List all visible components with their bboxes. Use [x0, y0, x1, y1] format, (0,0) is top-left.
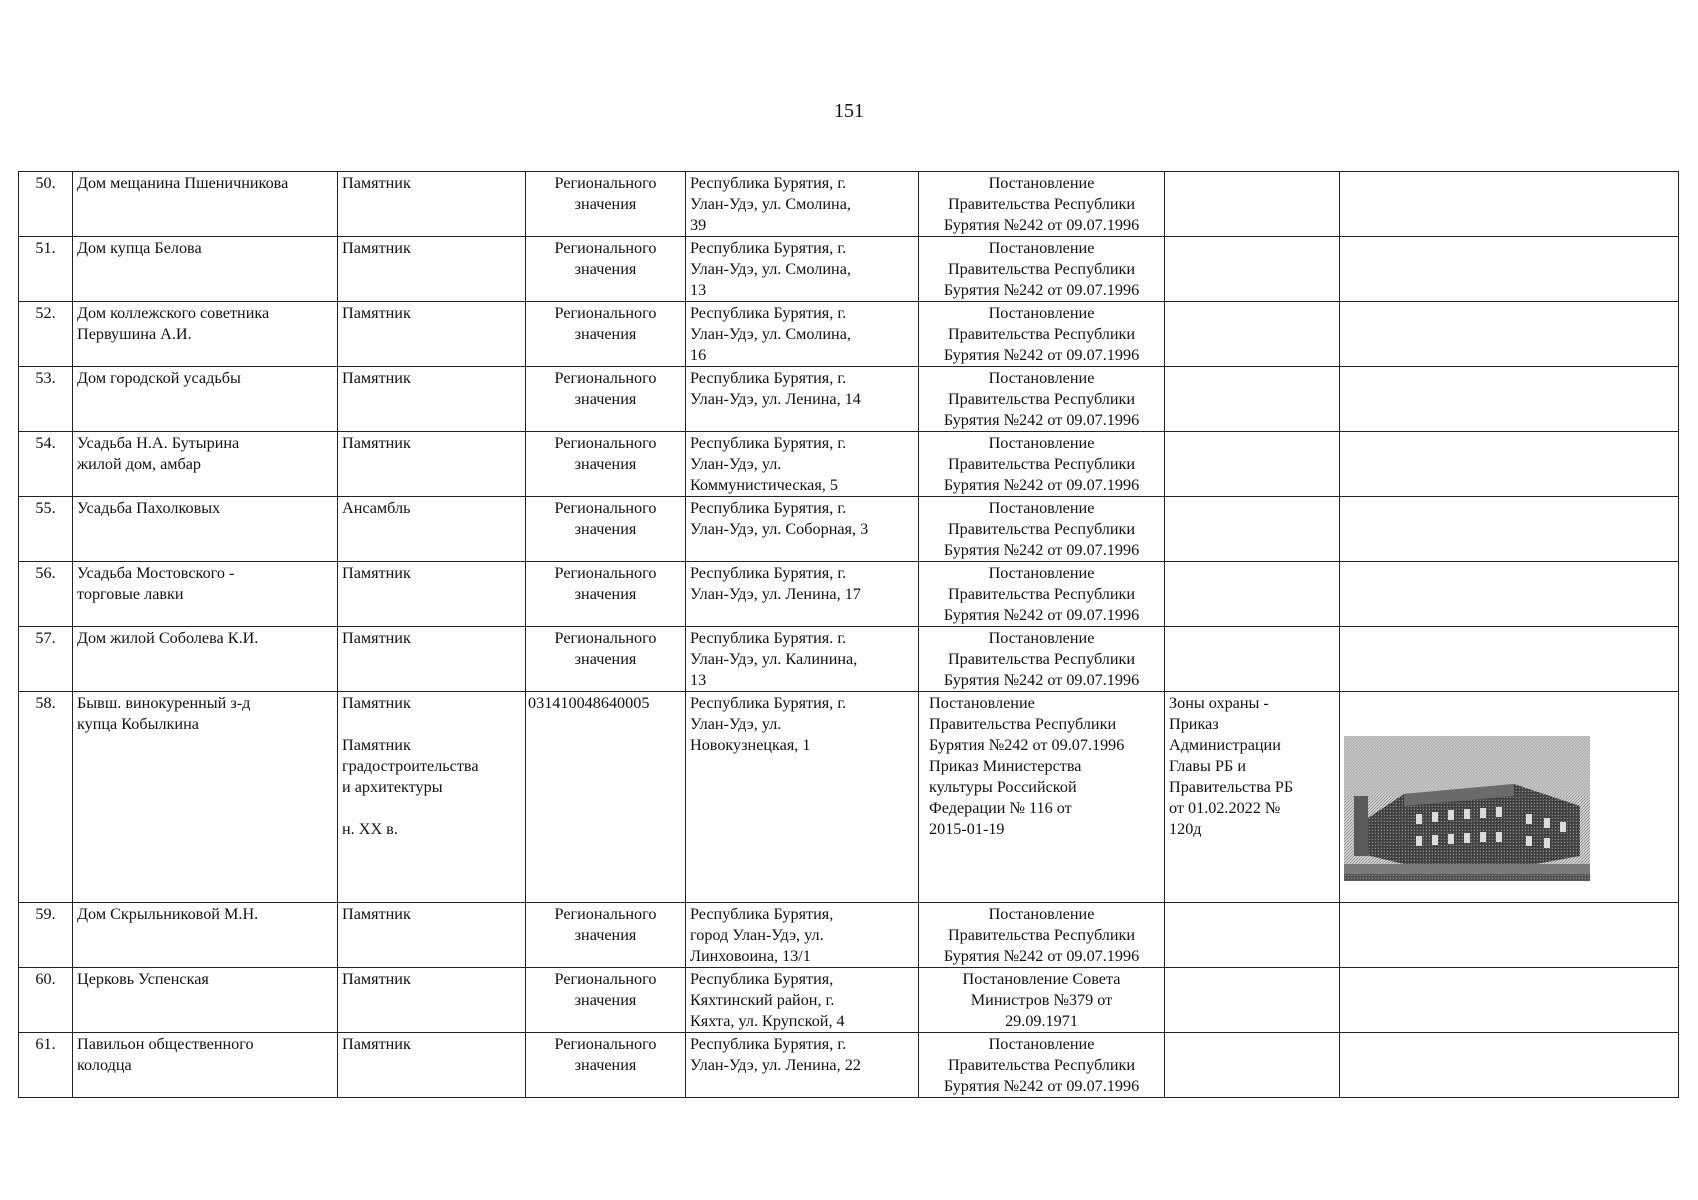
object-category: Регионального значения	[526, 627, 686, 692]
table-row	[19, 562, 1679, 627]
protection-zone	[1165, 432, 1340, 497]
object-name: Дом коллежского советника Первушина А.И.	[73, 302, 338, 367]
protection-zone	[1165, 172, 1340, 237]
row-number: 50.	[19, 172, 73, 237]
row-number: 51.	[19, 237, 73, 302]
building-photo-image	[1344, 736, 1590, 881]
legal-document: Постановление Правительства Республики Бурятия №242 от 09.07.1996	[919, 497, 1165, 562]
row-number: 55.	[19, 497, 73, 562]
object-type: Памятник	[338, 302, 526, 367]
object-type: Памятник	[338, 172, 526, 237]
legal-document: Постановление Правительства Республики Бурятия №242 от 09.07.1996	[919, 172, 1165, 237]
row-number: 58.	[19, 692, 73, 903]
photo-cell	[1340, 432, 1679, 497]
object-category: Регионального значения	[526, 172, 686, 237]
object-type: Памятник	[338, 562, 526, 627]
legal-document: Постановление Правительства Республики Бурятия №242 от 09.07.1996	[919, 627, 1165, 692]
object-address: Республика Бурятия, г. Улан-Удэ, ул. Соборная, 3	[686, 497, 919, 562]
legal-document: Постановление Правительства Республики Бурятия №242 от 09.07.1996	[919, 562, 1165, 627]
object-category: Регионального значения	[526, 1033, 686, 1098]
object-type: Памятник	[338, 432, 526, 497]
object-address: Республика Бурятия, г. Улан-Удэ, ул. Ленина, 17	[686, 562, 919, 627]
object-type: Памятник	[338, 968, 526, 1033]
object-category: Регионального значения	[526, 302, 686, 367]
protection-zone	[1165, 968, 1340, 1033]
row-number: 57.	[19, 627, 73, 692]
object-name: Дом городской усадьбы	[73, 367, 338, 432]
table-row	[19, 237, 1679, 302]
protection-zone	[1165, 627, 1340, 692]
row-number: 61.	[19, 1033, 73, 1098]
object-type: Памятник	[338, 367, 526, 432]
protection-zone	[1165, 903, 1340, 968]
table-row	[19, 497, 1679, 562]
object-type: Памятник	[338, 627, 526, 692]
building-photo	[1344, 715, 1590, 881]
object-address: Республика Бурятия, г. Улан-Удэ, ул. Ленина, 22	[686, 1033, 919, 1098]
table-row	[19, 432, 1679, 497]
page-number: 151	[834, 100, 864, 122]
object-name: Усадьба Пахолковых	[73, 497, 338, 562]
object-address: Республика Бурятия, г. Улан-Удэ, ул. Новокузнецкая, 1	[686, 692, 919, 903]
legal-document: Постановление Правительства Республики Бурятия №242 от 09.07.1996	[919, 432, 1165, 497]
object-name: Усадьба Н.А. Бутырина жилой дом, амбар	[73, 432, 338, 497]
table-row	[19, 903, 1679, 968]
legal-document: Постановление Совета Министров №379 от 29.09.1971	[919, 968, 1165, 1033]
photo-cell	[1340, 562, 1679, 627]
row-number: 52.	[19, 302, 73, 367]
object-name: Павильон общественного колодца	[73, 1033, 338, 1098]
row-number: 56.	[19, 562, 73, 627]
object-category: Регионального значения	[526, 367, 686, 432]
photo-cell	[1340, 627, 1679, 692]
legal-document: Постановление Правительства Республики Бурятия №242 от 09.07.1996	[919, 302, 1165, 367]
protection-zone	[1165, 237, 1340, 302]
object-name: Дом жилой Соболева К.И.	[73, 627, 338, 692]
object-category: Регионального значения	[526, 237, 686, 302]
photo-cell	[1340, 903, 1679, 968]
object-registry-number: 031410048640005	[526, 692, 686, 903]
legal-document: Постановление Правительства Республики Бурятия №242 от 09.07.1996	[919, 367, 1165, 432]
table-row	[19, 172, 1679, 237]
object-category: Регионального значения	[526, 497, 686, 562]
object-address: Республика Бурятия. г. Улан-Удэ, ул. Калинина, 13	[686, 627, 919, 692]
object-category: Регионального значения	[526, 432, 686, 497]
photo-cell	[1340, 1033, 1679, 1098]
object-address: Республика Бурятия, г. Улан-Удэ, ул. Ленина, 14	[686, 367, 919, 432]
heritage-registry-table	[18, 171, 1679, 1098]
object-type: Памятник Памятник градостроительства и архитектуры н. XX в.	[338, 692, 526, 903]
table-row	[19, 968, 1679, 1033]
protection-zone	[1165, 367, 1340, 432]
object-name: Бывш. винокуренный з-д купца Кобылкина	[73, 692, 338, 903]
row-number: 60.	[19, 968, 73, 1033]
legal-document: Постановление Правительства Республики Бурятия №242 от 09.07.1996	[919, 1033, 1165, 1098]
row-number: 59.	[19, 903, 73, 968]
photo-cell	[1340, 968, 1679, 1033]
object-type: Ансамбль	[338, 497, 526, 562]
legal-document: Постановление Правительства Республики Бурятия №242 от 09.07.1996 Приказ Министерства культуры Российской Федерации № 116 от 2015-01-19	[919, 692, 1165, 903]
object-address: Республика Бурятия, г. Улан-Удэ, ул. Смолина, 16	[686, 302, 919, 367]
legal-document: Постановление Правительства Республики Бурятия №242 от 09.07.1996	[919, 237, 1165, 302]
row-number: 54.	[19, 432, 73, 497]
photo-cell	[1340, 237, 1679, 302]
photo-cell	[1340, 497, 1679, 562]
object-type: Памятник	[338, 1033, 526, 1098]
table-row	[19, 692, 1679, 903]
protection-zone: Зоны охраны - Приказ Администрации Главы РБ и Правительства РБ от 01.02.2022 № 120д	[1165, 692, 1340, 903]
object-address: Республика Бурятия, Кяхтинский район, г. Кяхта, ул. Крупской, 4	[686, 968, 919, 1033]
object-name: Церковь Успенская	[73, 968, 338, 1033]
object-name: Дом мещанина Пшеничникова	[73, 172, 338, 237]
protection-zone	[1165, 497, 1340, 562]
row-number: 53.	[19, 367, 73, 432]
protection-zone	[1165, 1033, 1340, 1098]
table-row	[19, 627, 1679, 692]
table-row	[19, 302, 1679, 367]
photo-cell	[1340, 692, 1679, 903]
object-category: Регионального значения	[526, 968, 686, 1033]
legal-document: Постановление Правительства Республики Бурятия №242 от 09.07.1996	[919, 903, 1165, 968]
object-type: Памятник	[338, 237, 526, 302]
object-name: Дом Скрыльниковой М.Н.	[73, 903, 338, 968]
photo-cell	[1340, 302, 1679, 367]
object-category: Регионального значения	[526, 562, 686, 627]
object-address: Республика Бурятия, г. Улан-Удэ, ул. Смолина, 13	[686, 237, 919, 302]
protection-zone	[1165, 302, 1340, 367]
table-row	[19, 1033, 1679, 1098]
object-address: Республика Бурятия, город Улан-Удэ, ул. Линховоина, 13/1	[686, 903, 919, 968]
object-name: Усадьба Мостовского - торговые лавки	[73, 562, 338, 627]
protection-zone	[1165, 562, 1340, 627]
object-type: Памятник	[338, 903, 526, 968]
object-address: Республика Бурятия, г. Улан-Удэ, ул. Коммунистическая, 5	[686, 432, 919, 497]
photo-cell	[1340, 172, 1679, 237]
object-category: Регионального значения	[526, 903, 686, 968]
table-row	[19, 367, 1679, 432]
object-name: Дом купца Белова	[73, 237, 338, 302]
photo-cell	[1340, 367, 1679, 432]
object-address: Республика Бурятия, г. Улан-Удэ, ул. Смолина, 39	[686, 172, 919, 237]
